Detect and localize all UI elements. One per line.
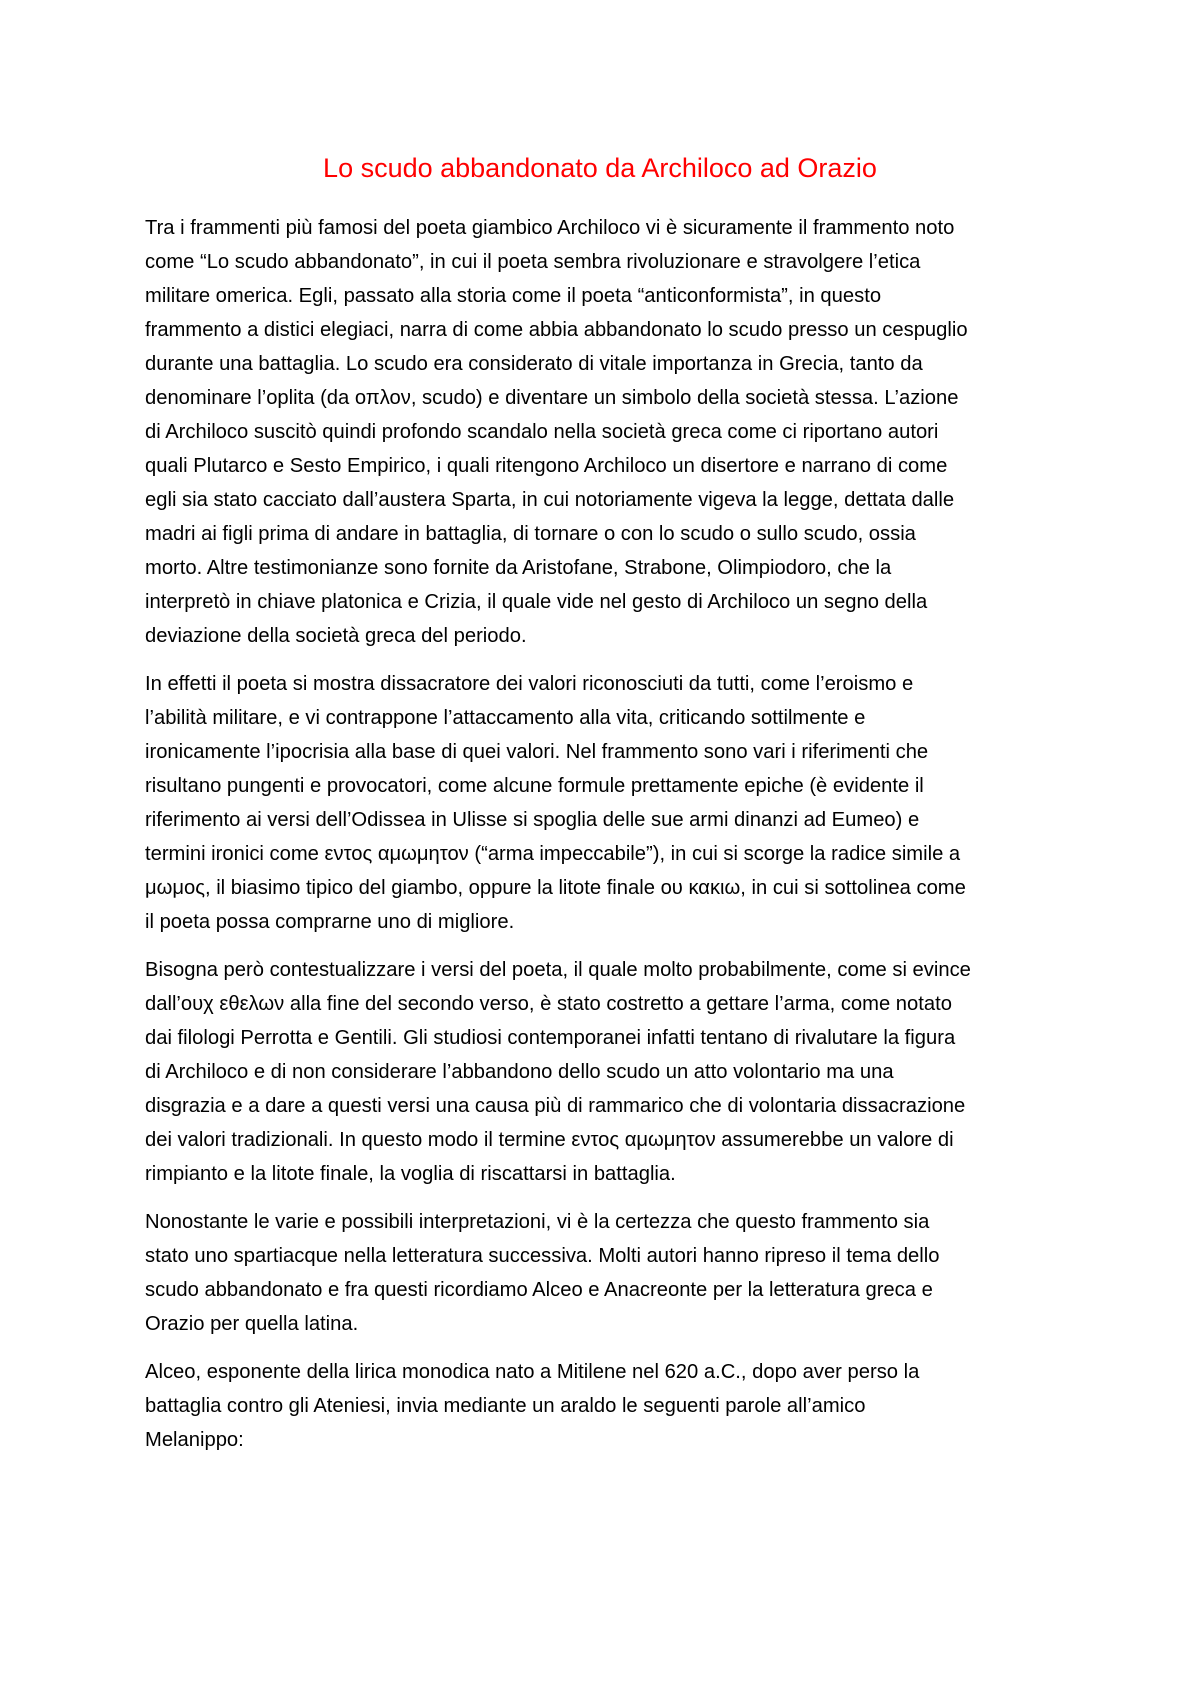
- text-line: Alceo, esponente della lirica monodica nato a Mitilene nel 620 a.C., dopo aver perso la: [145, 1361, 920, 1383]
- text-line: riferimento ai versi dell’Odissea in Ulisse si spoglia delle sue armi dinanzi ad Eumeo) e: [145, 809, 920, 831]
- text-line: interpretò in chiave platonica e Crizia, il quale vide nel gesto di Archiloco un segno della: [145, 591, 928, 613]
- text-line: denominare l’oplita (da οπλον, scudo) e diventare un simbolo della società stessa. L’azione: [145, 387, 959, 409]
- text-line: termini ironici come εντος αμωμητον (“arma impeccabile”), in cui si scorge la radice simile a: [145, 843, 961, 865]
- text-line: madri ai figli prima di andare in battaglia, di tornare o con lo scudo o sullo scudo, ossia: [145, 523, 916, 545]
- text-line: dei valori tradizionali. In questo modo il termine εντος αμωμητον assumerebbe un valore di: [145, 1129, 954, 1151]
- text-line: Tra i frammenti più famosi del poeta giambico Archiloco vi è sicuramente il frammento noto: [145, 217, 955, 239]
- text-line: egli sia stato cacciato dall’austera Sparta, in cui notoriamente vigeva la legge, dettata dalle: [145, 489, 955, 511]
- text-line: frammento a distici elegiaci, narra di come abbia abbandonato lo scudo presso un cespuglio: [145, 319, 968, 341]
- text-line: rimpianto e la litote finale, la voglia di riscattarsi in battaglia.: [145, 1163, 676, 1185]
- paragraph: [145, 1205, 1065, 1341]
- text-line: militare omerica. Egli, passato alla storia come il poeta “anticonformista”, in questo: [145, 285, 882, 307]
- document-body: [145, 211, 1065, 1471]
- text-line: Orazio per quella latina.: [145, 1313, 359, 1335]
- text-line: di Archiloco e di non considerare l’abbandono dello scudo un atto volontario ma una: [145, 1061, 894, 1083]
- text-line: morto. Altre testimonianze sono fornite da Aristofane, Strabone, Olimpiodoro, che la: [145, 557, 892, 579]
- text-line: stato uno spartiacque nella letteratura successiva. Molti autori hanno ripreso il tema dello: [145, 1245, 940, 1267]
- text-line: dai filologi Perrotta e Gentili. Gli studiosi contemporanei infatti tentano di rivalutare la figura: [145, 1027, 956, 1049]
- paragraph: [145, 667, 1065, 939]
- text-line: ironicamente l’ipocrisia alla base di quei valori. Nel frammento sono vari i riferimenti che: [145, 741, 929, 763]
- paragraph: [145, 1355, 1065, 1457]
- paragraph: [145, 211, 1065, 653]
- text-line: deviazione della società greca del periodo.: [145, 625, 527, 647]
- text-line: durante una battaglia. Lo scudo era considerato di vitale importanza in Grecia, tanto da: [145, 353, 923, 375]
- document-title: Lo scudo abbandonato da Archiloco ad Orazio: [323, 153, 877, 183]
- text-line: di Archiloco suscitò quindi profondo scandalo nella società greca come ci riportano autori: [145, 421, 939, 443]
- paragraph: [145, 953, 1065, 1191]
- text-line: disgrazia e a dare a questi versi una causa più di rammarico che di volontaria dissacrazione: [145, 1095, 966, 1117]
- text-line: quali Plutarco e Sesto Empirico, i quali ritengono Archiloco un disertore e narrano di come: [145, 455, 948, 477]
- text-line: Nonostante le varie e possibili interpretazioni, vi è la certezza che questo frammento sia: [145, 1211, 930, 1233]
- text-line: dall’ουχ εθελων alla fine del secondo verso, è stato costretto a gettare l’arma, come notato: [145, 993, 952, 1015]
- text-line: il poeta possa comprarne uno di migliore.: [145, 911, 515, 933]
- text-line: Bisogna però contestualizzare i versi del poeta, il quale molto probabilmente, come si evince: [145, 959, 971, 981]
- text-line: l’abilità militare, e vi contrappone l’attaccamento alla vita, criticando sottilmente e: [145, 707, 866, 729]
- text-line: risultano pungenti e provocatori, come alcune formule prettamente epiche (è evidente il: [145, 775, 924, 797]
- text-line: battaglia contro gli Ateniesi, invia mediante un araldo le seguenti parole all’amico: [145, 1395, 866, 1417]
- text-line: In effetti il poeta si mostra dissacratore dei valori riconosciuti da tutti, come l’eroismo e: [145, 673, 914, 695]
- text-line: μωμος, il biasimo tipico del giambo, oppure la litote finale ου κακιω, in cui si sottolinea come: [145, 877, 966, 899]
- text-line: come “Lo scudo abbandonato”, in cui il poeta sembra rivoluzionare e stravolgere l’etica: [145, 251, 921, 273]
- text-line: scudo abbandonato e fra questi ricordiamo Alceo e Anacreonte per la letteratura greca e: [145, 1279, 933, 1301]
- text-line: Melanippo:: [145, 1429, 244, 1451]
